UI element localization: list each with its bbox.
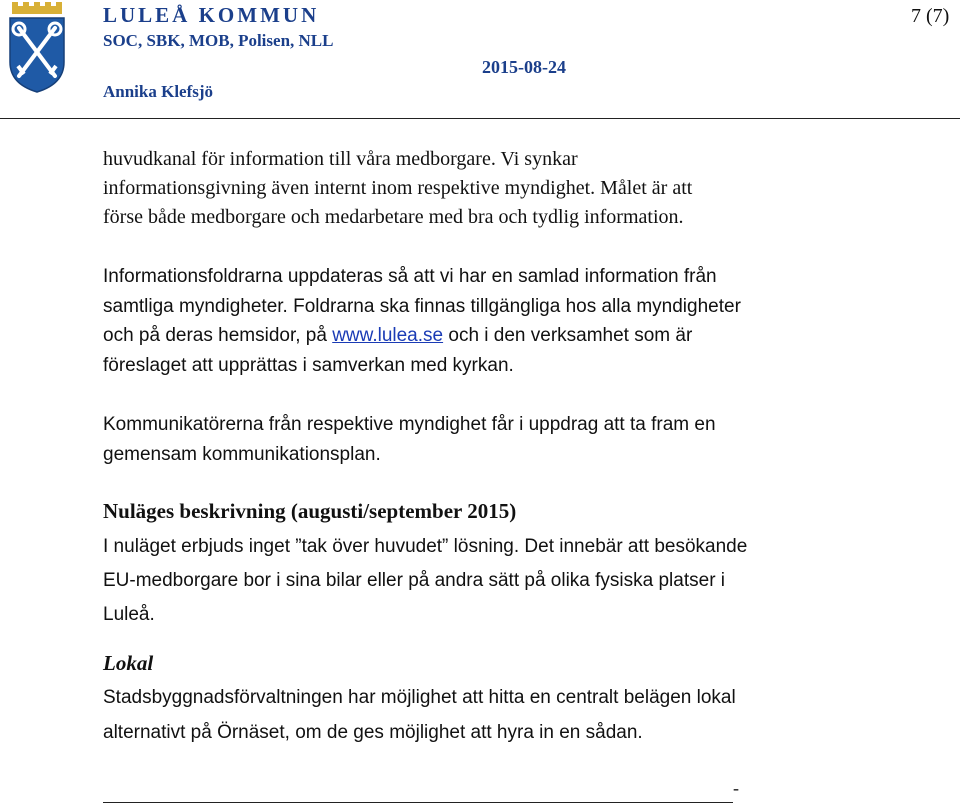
paragraph-line: huvudkanal för information till våra medborgare. Vi synkar [103, 148, 578, 170]
header-divider [0, 118, 960, 119]
document-date: 2015-08-24 [482, 57, 566, 77]
paragraph-1 [103, 145, 883, 232]
author-name: Annika Klefsjö [103, 82, 214, 101]
paragraph-line: alternativt på Örnäset, om de ges möjlighet att hyra in en sådan. [103, 722, 643, 743]
paragraph-4 [103, 530, 883, 632]
paragraph-line: förse både medborgare och medarbetare med bra och tydlig information. [103, 206, 684, 228]
page-number: 7 (7) [911, 5, 950, 27]
paragraph-line: Luleå. [103, 604, 155, 625]
paragraph-line: informationsgivning även internt inom respektive myndighet. Målet är att [103, 177, 693, 199]
paragraph-line: Stadsbyggnadsförvaltningen har möjlighet att hitta en centralt belägen lokal [103, 687, 736, 708]
paragraph-line: I nuläget erbjuds inget ”tak över huvudet” lösning. Det innebär att besökande [103, 536, 748, 557]
footer-divider [103, 802, 733, 803]
paragraph-line: gemensam kommunikationsplan. [103, 443, 381, 465]
paragraph-line: Kommunikatörerna från respektive myndighet får i uppdrag att ta fram en [103, 414, 716, 435]
paragraph-line: föreslaget att upprättas i samverkan med kyrkan. [103, 354, 514, 376]
paragraph-line: EU-medborgare bor i sina bilar eller på andra sätt på olika fysiska platser i [103, 570, 726, 591]
footer-dash: - [733, 778, 739, 798]
text-span: och på deras hemsidor, på [103, 325, 333, 346]
paragraph-line [103, 321, 883, 351]
organization-name: LULEÅ KOMMUN [103, 3, 320, 27]
lulea-coat-of-arms-icon [2, 2, 72, 94]
paragraph-line: Informationsfoldrarna uppdateras så att vi har en samlad information från [103, 266, 717, 287]
section-heading: Nuläges beskrivning (augusti/september 2015) [103, 499, 517, 523]
organization-departments: SOC, SBK, MOB, Polisen, NLL [103, 31, 334, 50]
paragraph-line: samtliga myndigheter. Foldrarna ska finnas tillgängliga hos alla myndigheter [103, 295, 741, 317]
paragraph-3 [103, 410, 883, 469]
text-span: och i den verksamhet som är [443, 325, 693, 346]
paragraph-2 [103, 262, 883, 380]
subsection-heading: Lokal [103, 651, 154, 675]
paragraph-5 [103, 680, 883, 750]
website-link[interactable]: www.lulea.se [332, 325, 444, 346]
